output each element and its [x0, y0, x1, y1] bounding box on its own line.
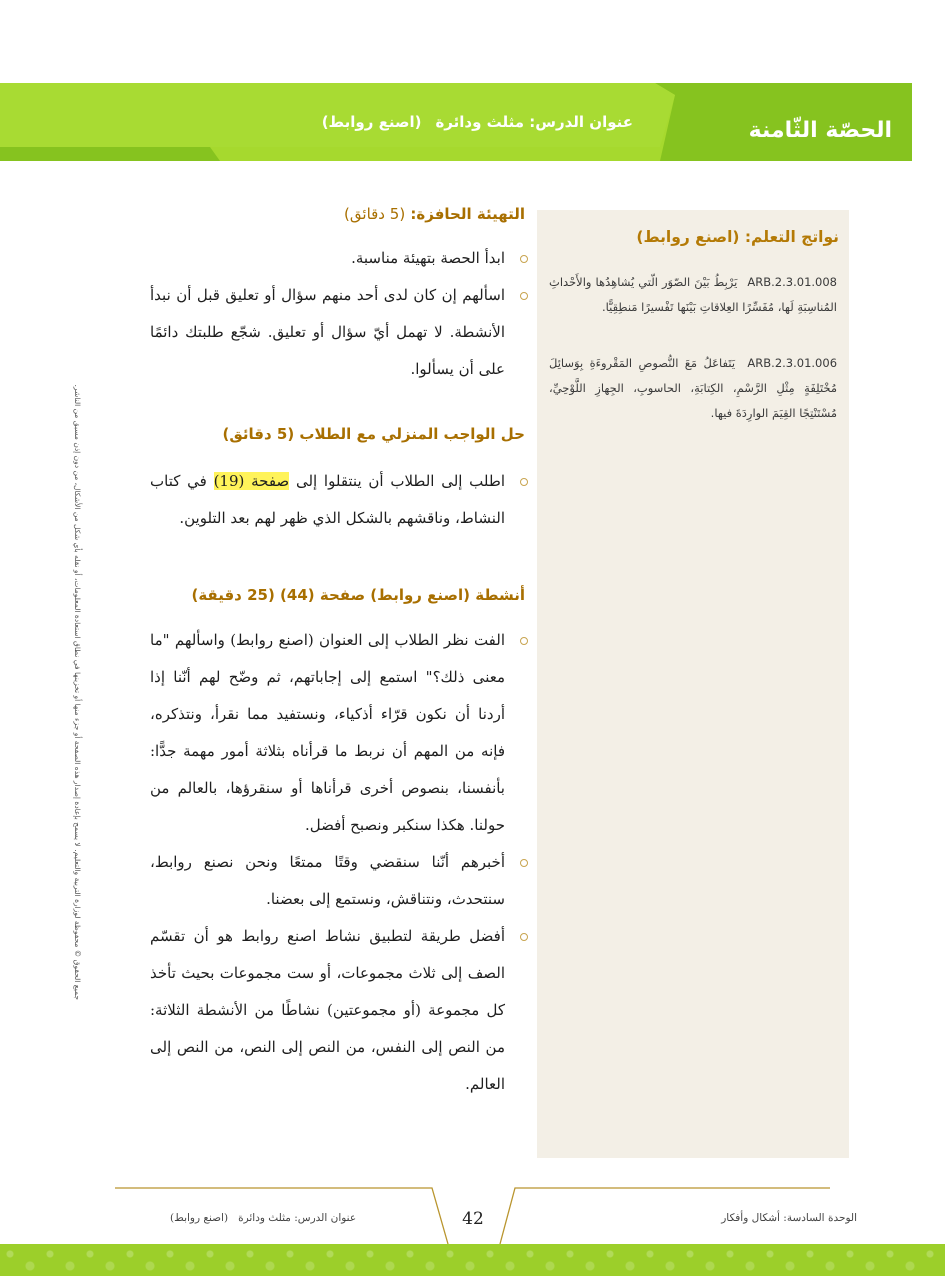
- list-item: [150, 918, 532, 1103]
- outcomes-heading: نواتج التعلم: (اصنع روابط): [636, 228, 839, 246]
- outcome-text: يَرْبِطُ بَيْنَ الصّوَر الّتي يُشاهِدُها والأَحْداثِ المُناسِبَةِ لَها، مُفَسِّرًا العِلاقاتِ بَيْنَها تَفْسيرًا مَنطِقِيًّا.: [549, 275, 837, 314]
- footer-lesson-text: عنوان الدرس: مثلث ودائرة: [238, 1212, 357, 1224]
- lesson-title-text: عنوان الدرس: مثلث ودائرة: [435, 113, 633, 131]
- list-item-text-continued: في كتاب النشاط، وناقشهم بالشكل الذي ظهر لهم بعد التلوين.: [150, 472, 505, 527]
- footer-lesson-sub: (اصنع روابط): [170, 1212, 229, 1224]
- footer-lesson: [170, 1212, 356, 1224]
- list-item-text: اطلب إلى الطلاب أن ينتقلوا إلى: [295, 472, 505, 490]
- warmup-duration: (5 دقائق): [344, 205, 406, 223]
- list-item: [150, 277, 532, 388]
- list-item-text: أفضل طريقة لتطبيق نشاط اصنع روابط هو أن تقسّم الصف إلى ثلاث مجموعات، أو ست مجموعات بحيث تأخذ كل مجموعة (أو مجموعتين) نشاطًا من الأنشطة الثلاثة: من النص إلى النفس، من النص إلى النص، من النص إلى العالم.: [150, 927, 505, 1093]
- list-item-text: ابدأ الحصة بتهيئة مناسبة.: [351, 249, 505, 267]
- activities-list: [150, 622, 532, 1103]
- outcome-text: يَتَفاعَلُ مَعَ النُّصوصِ المَقْروءَةِ بِوَسائِلَ مُخْتَلِفَةٍ مِثْلِ الرَّسْمِ، الكِتابَةِ، الحاسوبِ، الجِهازِ اللَّوْحِيِّ، مُسْتَنْتِجًا القِيَمَ الوارِدَةَ فيها.: [549, 356, 837, 420]
- lesson-subtitle: (اصنع روابط): [321, 113, 422, 131]
- bullet-icon: [520, 292, 528, 300]
- bullet-icon: [520, 859, 528, 867]
- warmup-heading-text: التهيئة الحافزة:: [410, 205, 525, 223]
- footer-unit: الوحدة السادسة: أشكال وأفكار: [721, 1212, 857, 1224]
- homework-list: [150, 463, 532, 537]
- bullet-icon: [520, 933, 528, 941]
- activities-heading: أنشطة (اصنع روابط) صفحة (44) (25 دقيقة): [191, 586, 525, 604]
- list-item: [150, 844, 532, 918]
- bullet-icon: [520, 478, 528, 486]
- outcome-item: [549, 270, 837, 320]
- warmup-heading: [344, 205, 525, 223]
- list-item: [150, 622, 532, 844]
- list-item-text: أخبرهم أنّنا سنقضي وقتًا ممتعًا ونحن نصنع روابط، سنتحدث، ونتناقش، ونستمع إلى بعضنا.: [150, 853, 505, 908]
- learning-outcomes-box: [537, 210, 849, 1158]
- outcome-code: ARB.2.3.01.006: [747, 356, 838, 370]
- homework-heading: حل الواجب المنزلي مع الطلاب (5 دقائق): [222, 425, 525, 443]
- highlighted-page-ref: صفحة (19): [213, 472, 290, 490]
- outcome-item: [549, 351, 837, 426]
- warmup-list: [150, 240, 532, 388]
- list-item-text: الفت نظر الطلاب إلى العنوان (اصنع روابط) واسألهم "ما معنى ذلك؟" استمع إلى إجاباتهم، ثم وضّح لهم أنّنا إذا أردنا أن نكون قرّاء أذكياء، ونستفيد مما نقرأ، ونتذكره، فإنه من المهم أن نربط ما قرأناه بثلاثة أمور مهمة جدًّا: بأنفسنا، بنصوص أخرى قرأناها أو سنقرؤها، بالعالم من حولنا. هكذا سنكبر ونصبح أفضل.: [150, 631, 505, 834]
- page-number: 42: [462, 1209, 484, 1229]
- lesson-title: [322, 110, 633, 134]
- bottom-decorative-band: [0, 1244, 945, 1276]
- bullet-icon: [520, 255, 528, 263]
- copyright-note: جميع الحقوق © محفوظة لوزارة التربية والتعليم. لا يسمح بإعادة إصدار هذه الصفحة أو جزء منها أو تخزينها في نطاق استعادة المعلومات، أو نقله بأي شكل من الأشكال، من دون إذن مسبق من الناشر.: [73, 384, 82, 1000]
- outcome-code: ARB.2.3.01.008: [747, 275, 837, 289]
- list-item: [150, 463, 532, 537]
- list-item: [150, 240, 532, 277]
- list-item-text: اسألهم إن كان لدى أحد منهم سؤال أو تعليق قبل أن نبدأ الأنشطة. لا تهمل أيّ سؤال أو تعليق. شجّع طلبتك دائمًا على أن يسألوا.: [150, 286, 505, 378]
- bullet-icon: [520, 637, 528, 645]
- lesson-label: الحصّة الثّامنة: [748, 118, 892, 143]
